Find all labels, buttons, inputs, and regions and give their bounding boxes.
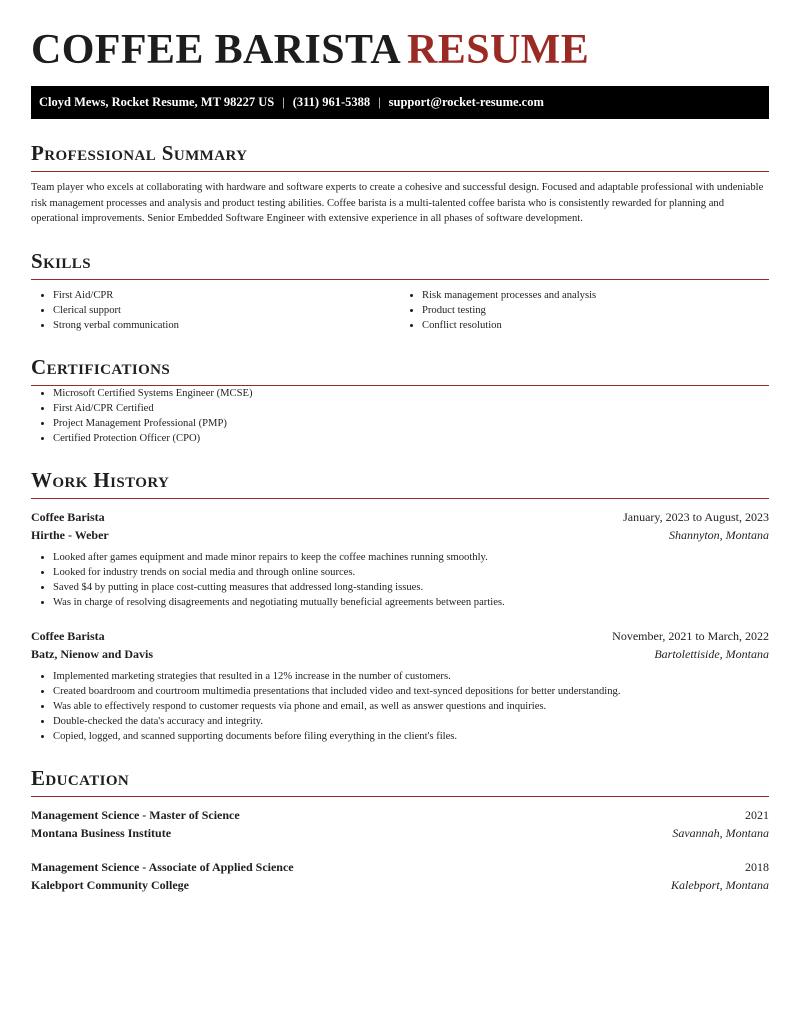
- job-company-row: [31, 645, 769, 663]
- job-company: Batz, Nienow and Davis: [31, 646, 154, 661]
- education-school-row: [31, 876, 769, 894]
- job-entry: [31, 627, 769, 744]
- education-degree: Management Science - Associate of Applied Science: [31, 859, 294, 874]
- education-section: [31, 766, 769, 894]
- education-year: 2018: [745, 859, 769, 874]
- contact-email: support@rocket-resume.com: [388, 95, 544, 109]
- job-dates: January, 2023 to August, 2023: [623, 509, 769, 524]
- job-location: Bartolettiside, Montana: [654, 646, 769, 661]
- education-heading: Education: [31, 766, 769, 797]
- job-bullet: • Created boardroom and courtroom multimedia presentations that included video and text-synced depositions for better understanding.: [53, 684, 769, 699]
- skill-item: • Clerical support: [53, 303, 400, 318]
- job-bullet: • Implemented marketing strategies that resulted in a 12% increase in the number of customers.: [53, 669, 769, 684]
- job-bullets: [31, 669, 769, 744]
- resume-header: [31, 0, 769, 86]
- summary-section: [31, 141, 769, 227]
- job-title: Coffee Barista: [31, 628, 105, 643]
- job-bullet: • Copied, logged, and scanned supporting documents before filing everything in the client's files.: [53, 729, 769, 744]
- job-company: Hirthe - Weber: [31, 527, 109, 542]
- job-location: Shannyton, Montana: [669, 527, 769, 542]
- job-bullet: • Looked after games equipment and made minor repairs to keep the coffee machines running smoothly.: [53, 550, 769, 565]
- skill-item: • Product testing: [422, 303, 769, 318]
- education-school: Montana Business Institute: [31, 825, 172, 840]
- certification-item: • Project Management Professional (PMP): [53, 416, 769, 431]
- job-bullet: • Was able to effectively respond to customer requests via phone and email, as well as answer questions and inquiries.: [53, 699, 769, 714]
- skills-column-left: [31, 288, 400, 333]
- certification-item: • Microsoft Certified Systems Engineer (MCSE): [53, 386, 769, 401]
- job-title-row: [31, 627, 769, 645]
- education-school-row: [31, 824, 769, 842]
- skills-section: [31, 249, 769, 333]
- certifications-section: [31, 355, 769, 446]
- certification-item: • First Aid/CPR Certified: [53, 401, 769, 416]
- skills-list-right: [400, 288, 769, 333]
- skill-item: • Risk management processes and analysis: [422, 288, 769, 303]
- title-accent: RESUME: [407, 27, 590, 73]
- resume-title: [31, 28, 769, 72]
- job-bullet: • Was in charge of resolving disagreements and negotiating mutually beneficial agreements between parties.: [53, 595, 769, 610]
- work-history-section: [31, 468, 769, 744]
- skill-item: • Conflict resolution: [422, 318, 769, 333]
- education-degree-row: [31, 806, 769, 824]
- contact-address: Cloyd Mews, Rocket Resume, MT 98227 US: [39, 95, 275, 109]
- contact-phone: (311) 961-5388: [292, 95, 371, 109]
- skills-columns: [31, 288, 769, 333]
- job-bullet: • Saved $4 by putting in place cost-cutting measures that addressed long-standing issues.: [53, 580, 769, 595]
- skill-item: • Strong verbal communication: [53, 318, 400, 333]
- certifications-list: [31, 386, 769, 446]
- education-degree-row: [31, 858, 769, 876]
- job-bullet: • Looked for industry trends on social media and through online sources.: [53, 565, 769, 580]
- contact-bar: [31, 86, 769, 119]
- job-title: Coffee Barista: [31, 509, 105, 524]
- skill-item: • First Aid/CPR: [53, 288, 400, 303]
- job-title-row: [31, 508, 769, 526]
- skills-column-right: [400, 288, 769, 333]
- education-location: Savannah, Montana: [672, 825, 769, 840]
- certifications-heading: Certifications: [31, 355, 769, 386]
- education-degree: Management Science - Master of Science: [31, 807, 240, 822]
- job-entry: [31, 508, 769, 610]
- job-bullet: • Double-checked the data's accuracy and integrity.: [53, 714, 769, 729]
- job-dates: November, 2021 to March, 2022: [612, 628, 769, 643]
- summary-text: Team player who excels at collaborating with hardware and software experts to create a cohesive and successful design. Focused and adaptable professional with undeniable risk management processes and analysis and product testing abilities. Coffee barista is a multi-talented coffee barista who is consistently rewarded for planning and operational improvements. Senior Embedded Software Engineer with extensive experience in all phases of software development.: [31, 182, 764, 224]
- skills-list-left: [31, 288, 400, 333]
- contact-separator: |: [378, 95, 381, 109]
- work-history-heading: Work History: [31, 468, 769, 499]
- job-company-row: [31, 526, 769, 544]
- education-entry: [31, 806, 769, 842]
- education-year: 2021: [745, 807, 769, 822]
- contact-separator: |: [282, 95, 285, 109]
- education-entry: [31, 858, 769, 894]
- certification-item: • Certified Protection Officer (CPO): [53, 431, 769, 446]
- summary-heading: Professional Summary: [31, 141, 769, 172]
- education-school: Kalebport Community College: [31, 877, 189, 892]
- education-location: Kalebport, Montana: [671, 877, 769, 892]
- title-primary: COFFEE BARISTA: [31, 27, 402, 73]
- skills-heading: Skills: [31, 249, 769, 280]
- job-bullets: [31, 550, 769, 610]
